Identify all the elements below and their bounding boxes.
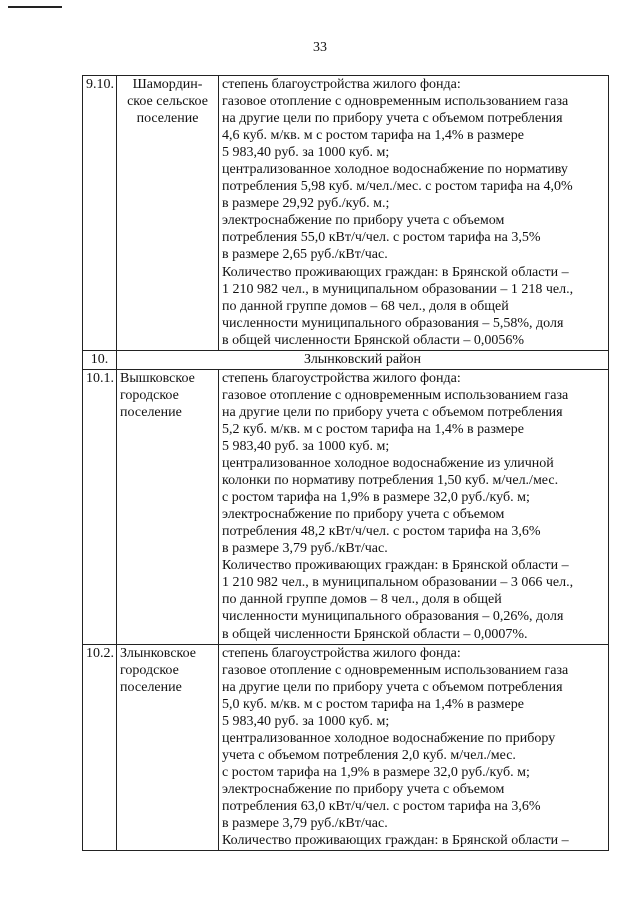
- table-row: [83, 644, 609, 851]
- description-line: степень благоустройства жилого фонда:: [222, 370, 461, 386]
- description-line: Количество проживающих граждан: в Брянской области –: [222, 558, 569, 574]
- description-line: степень благоустройства жилого фонда:: [222, 645, 461, 661]
- description-line: газовое отопление с одновременным использованием газа: [222, 662, 569, 678]
- table-row: [83, 369, 609, 644]
- description-line: потребления 48,2 кВт/ч/чел. с ростом тарифа на 3,6%: [222, 524, 541, 540]
- description-line: 1 210 982 чел., в муниципальном образовании – 1 218 чел.,: [222, 281, 574, 297]
- page-number: 33: [313, 40, 327, 55]
- settlement-name-line: городское: [120, 662, 179, 678]
- description-line: 4,6 куб. м/кв. м с ростом тарифа на 1,4% в размере: [222, 128, 524, 144]
- description-line: на другие цели по прибору учета с объемом потребления: [222, 111, 563, 127]
- section-row: [83, 350, 609, 369]
- description-line: в общей численности Брянской области – 0,0007%.: [222, 626, 528, 642]
- settlement-name-line: Вышковское: [120, 370, 195, 386]
- description-line: централизованное холодное водоснабжение по нормативу: [222, 162, 568, 178]
- description-line: численности муниципального образования – 0,26%, доля: [222, 609, 564, 625]
- description-line: 5 983,40 руб. за 1000 куб. м;: [222, 145, 390, 161]
- settlement-name-line: Злынковское: [120, 645, 197, 661]
- description-line: Количество проживающих граждан: в Брянской области –: [222, 264, 569, 280]
- description-line: потребления 5,98 куб. м/чел./мес. с ростом тарифа на 4,0%: [222, 179, 573, 195]
- description-line: электроснабжение по прибору учета с объемом: [222, 781, 505, 797]
- description-line: 5,0 куб. м/кв. м с ростом тарифа на 1,4% в размере: [222, 696, 524, 712]
- description-line: газовое отопление с одновременным использованием газа: [222, 94, 569, 110]
- description-line: газовое отопление с одновременным использованием газа: [222, 387, 569, 403]
- settlement-name-line: Шамордин-: [132, 77, 203, 92]
- description-line: потребления 55,0 кВт/ч/чел. с ростом тарифа на 3,5%: [222, 230, 541, 246]
- row-number: 9.10.: [83, 76, 117, 351]
- description-line: колонки по нормативу потребления 1,50 куб. м/чел./мес.: [222, 473, 559, 489]
- row-description: [219, 369, 609, 644]
- description-line: в размере 3,79 руб./кВт/час.: [222, 816, 388, 832]
- description-line: по данной группе домов – 8 чел., доля в общей: [222, 592, 502, 608]
- settlement-name: [117, 369, 219, 644]
- row-number: 10.1.: [83, 369, 117, 644]
- description-line: Количество проживающих граждан: в Брянской области –: [222, 833, 569, 849]
- table-row: [83, 76, 609, 351]
- description-line: 5 983,40 руб. за 1000 куб. м;: [222, 713, 390, 729]
- settlement-name-line: поселение: [120, 679, 182, 695]
- description-line: степень благоустройства жилого фонда:: [222, 77, 461, 92]
- description-line: в размере 29,92 руб./куб. м.;: [222, 196, 390, 212]
- description-line: на другие цели по прибору учета с объемом потребления: [222, 679, 563, 695]
- description-line: в размере 3,79 руб./кВт/час.: [222, 541, 388, 557]
- section-title: Злынковский район: [117, 350, 609, 369]
- description-line: электроснабжение по прибору учета с объемом: [222, 213, 505, 229]
- settlement-name-line: поселение: [120, 404, 182, 420]
- description-line: централизованное холодное водоснабжение из уличной: [222, 456, 554, 472]
- settlement-name-line: поселение: [136, 111, 199, 127]
- description-line: потребления 63,0 кВт/ч/чел. с ростом тарифа на 3,6%: [222, 798, 541, 814]
- tariff-table: [82, 75, 609, 851]
- settlement-name-line: ское сельское: [127, 94, 208, 110]
- description-line: с ростом тарифа на 1,9% в размере 32,0 руб./куб. м;: [222, 764, 530, 780]
- description-line: централизованное холодное водоснабжение по прибору: [222, 730, 556, 746]
- settlement-name: [117, 76, 219, 351]
- description-line: учета с объемом потребления 2,0 куб. м/чел./мес.: [222, 747, 516, 763]
- row-description: [219, 644, 609, 851]
- description-line: численности муниципального образования – 5,58%, доля: [222, 315, 564, 331]
- top-rule: [8, 6, 62, 8]
- description-line: 5 983,40 руб. за 1000 куб. м;: [222, 438, 390, 454]
- row-number: 10.2.: [83, 644, 117, 851]
- description-line: в размере 2,65 руб./кВт/час.: [222, 247, 388, 263]
- description-line: по данной группе домов – 68 чел., доля в общей: [222, 298, 509, 314]
- description-line: в общей численности Брянской области – 0,0056%: [222, 332, 525, 348]
- description-line: на другие цели по прибору учета с объемом потребления: [222, 404, 563, 420]
- description-line: электроснабжение по прибору учета с объемом: [222, 507, 505, 523]
- description-line: с ростом тарифа на 1,9% в размере 32,0 руб./куб. м;: [222, 490, 530, 506]
- settlement-name: [117, 644, 219, 851]
- settlement-name-line: городское: [120, 387, 179, 403]
- description-line: 5,2 куб. м/кв. м с ростом тарифа на 1,4% в размере: [222, 421, 524, 437]
- section-number: 10.: [83, 350, 117, 369]
- row-description: [219, 76, 609, 351]
- description-line: 1 210 982 чел., в муниципальном образовании – 3 066 чел.,: [222, 575, 574, 591]
